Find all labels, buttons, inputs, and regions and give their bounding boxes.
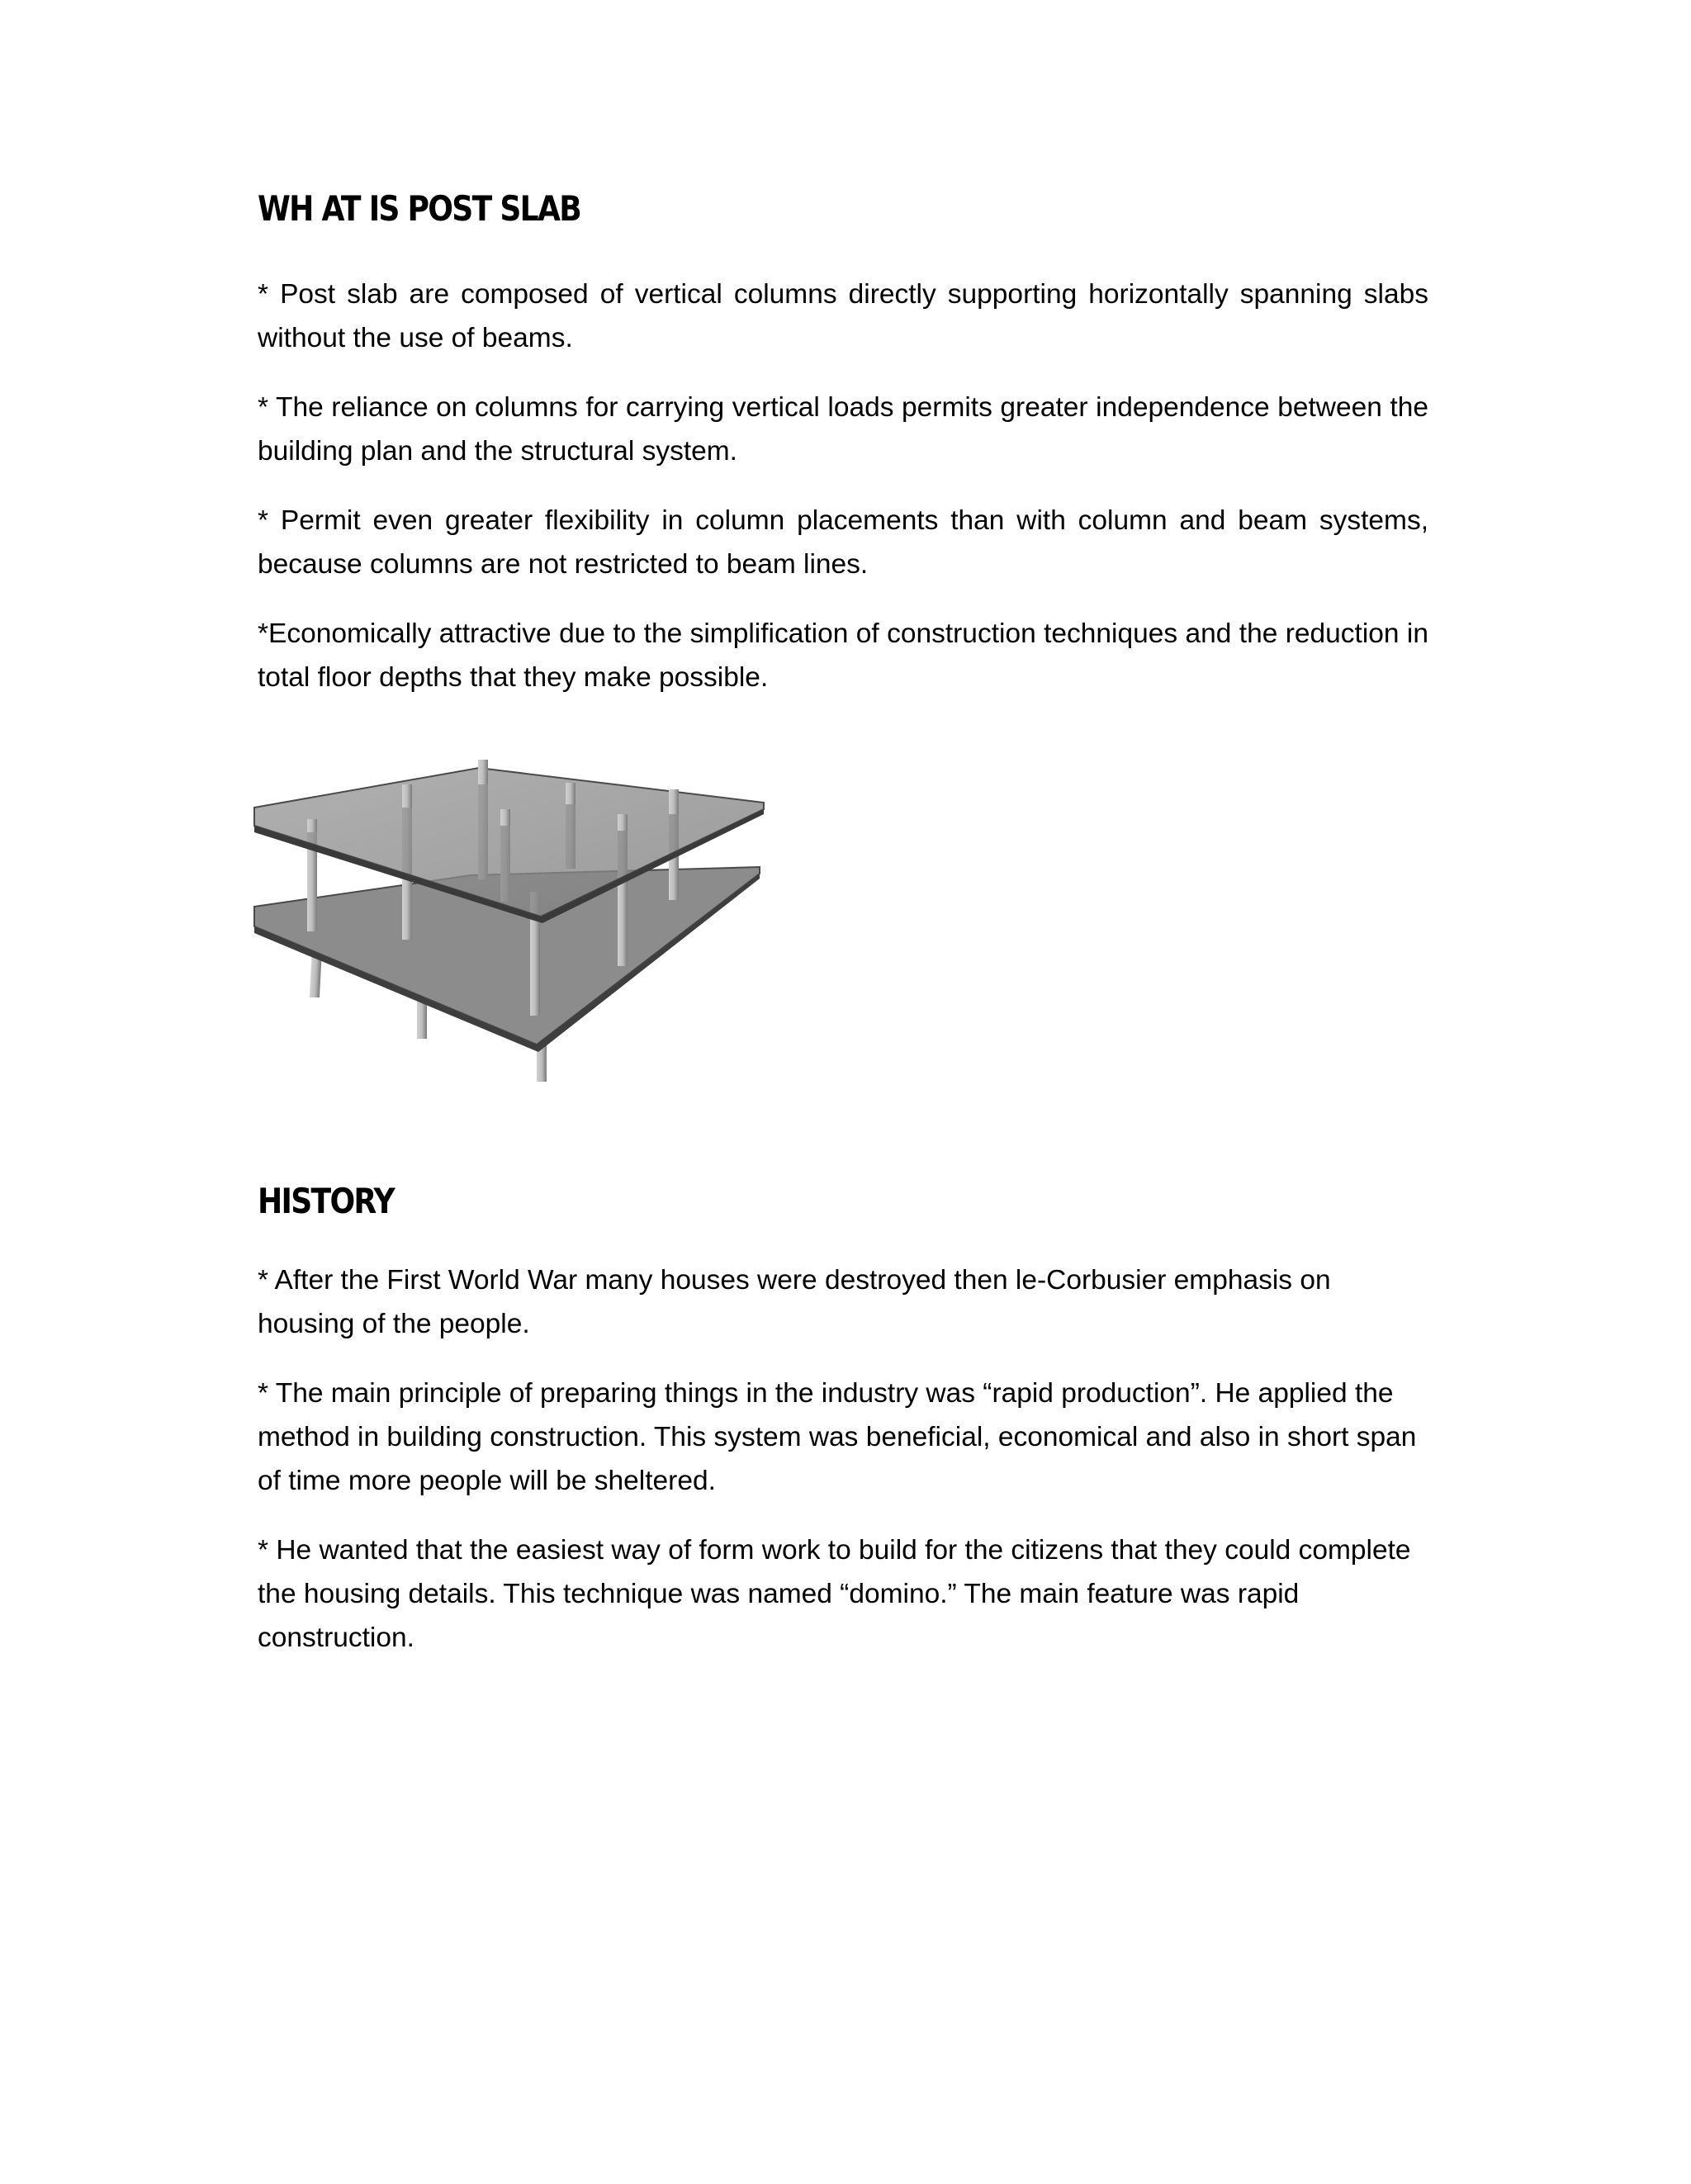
post-slab-diagram-icon (248, 760, 784, 1090)
paragraph: * He wanted that the easiest way of form work to build for the citizens that they could complete the housing details. This technique was named “domino.” The main feature was rapid construction. (258, 1535, 1411, 1653)
paragraph: * After the First World War many houses were destroyed then le-Corbusier emphasis on housing of the people. (258, 1265, 1331, 1339)
section-heading-post-slab: WH AT IS POST SLAB (258, 188, 581, 229)
paragraph: *Economically attractive due to the simplification of construction techniques and the reduction in total floor depths that they make possible. (258, 618, 1428, 693)
paragraph: * The main principle of preparing things in the industry was “rapid production”. He applied the method in building construction. This system was beneficial, economical and also in short span of time more people will be sheltered. (258, 1378, 1417, 1496)
paragraph: * The reliance on columns for carrying vertical loads permits greater independence between the building plan and the structural system. (258, 392, 1428, 467)
post-slab-figure (248, 760, 784, 1090)
paragraph: * Post slab are composed of vertical columns directly supporting horizontally spanning slabs without the use of beams. (258, 279, 1428, 353)
paragraph: * Permit even greater flexibility in column placements than with column and beam systems, because columns are not restricted to beam lines. (258, 505, 1428, 580)
section-heading-history: HISTORY (258, 1181, 394, 1221)
